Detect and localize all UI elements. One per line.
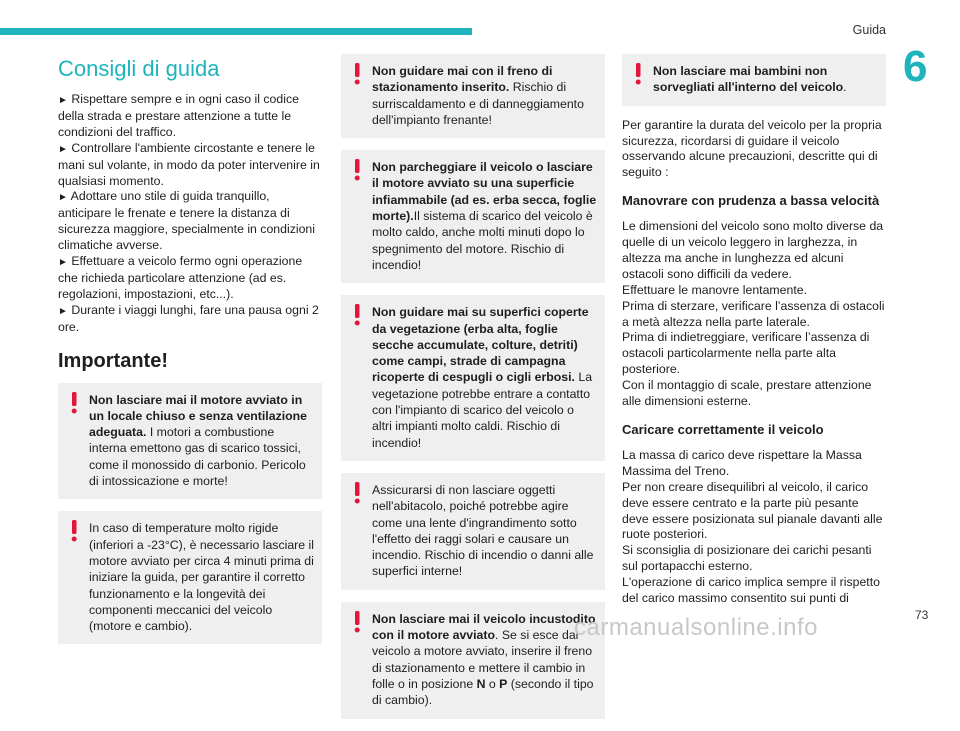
warning-box: Non lasciare mai bambini non sorvegliati all'interno del veicolo. bbox=[622, 54, 886, 106]
exclamation-icon bbox=[68, 392, 80, 414]
intro-paragraph: Per garantire la durata del veicolo per la propria sicurezza, ricordarsi di guidare il veicolo osservando alcune precauzioni, descritte qui di seguito : bbox=[622, 117, 882, 180]
warning-box: Non lasciare mai il motore avviato in un locale chiuso e senza ventilazione adeguata. I motori a combustione interna emettono gas di scarico tossici, come il monossido di carbonio. Pericolo di intossicazione e morte! bbox=[58, 383, 322, 500]
column-3 bbox=[622, 54, 886, 607]
section-title-important: Importante! bbox=[58, 349, 168, 372]
watermark: carmanualsonline.info bbox=[574, 614, 818, 641]
exclamation-icon bbox=[351, 482, 363, 504]
column-1 bbox=[58, 50, 322, 656]
column-2 bbox=[341, 54, 605, 731]
bullet-arrow-icon: ► bbox=[58, 192, 68, 204]
exclamation-icon bbox=[351, 63, 363, 85]
bullet-arrow-icon: ► bbox=[58, 257, 68, 269]
exclamation-icon bbox=[351, 611, 363, 633]
list-item: ► Adottare uno stile di guida tranquillo, anticipare le frenate e tenere la distanza di sicurezza maggiore, specialmente in condizioni climatiche avverse. bbox=[58, 189, 315, 253]
warning-box: Non parcheggiare il veicolo o lasciare il motore avviato su una superficie infiammabile (ad es. erba secca, foglie morte).Il sistema di scarico del veicolo è molto caldo, anche molti minuti dopo lo spegnimento del motore. Rischio di incendio! bbox=[341, 150, 605, 283]
list-item: ► Effettuare a veicolo fermo ogni operazione che richieda particolare attenzione (ad es. regolazioni, impostazioni, etc...). bbox=[58, 254, 303, 301]
list-item: ► Rispettare sempre e in ogni caso il codice della strada e prestare attenzione a tutte le condizioni del traffico. bbox=[58, 92, 299, 139]
warning-box: Non guidare mai su superfici coperte da vegetazione (erba alta, foglie secche accumulate, colture, detriti) come campi, strade di campagna ricoperte di cespugli o cigli erbosi. La vegetazione potrebbe entrare a contatto con l'impianto di scarico del veicolo o altri impianti molto caldi. Rischio di incendio! bbox=[341, 295, 605, 461]
warning-box: Assicurarsi di non lasciare oggetti nell'abitacolo, poiché potrebbe agire come una lente d'ingrandimento sotto l'effetto dei raggi solari e causare un incendio. Rischio di incendio o danni alle superfici interne! bbox=[341, 473, 605, 590]
paragraph: L'operazione di carico implica sempre il rispetto del carico massimo consentito sui punti di bbox=[622, 575, 880, 606]
list-item: ► Durante i viaggi lunghi, fare una pausa ogni 2 ore. bbox=[58, 302, 319, 334]
chapter-number: 6 bbox=[903, 42, 928, 91]
paragraph: Le dimensioni del veicolo sono molto diverse da quelle di un veicolo leggero in larghezza, in altezza ma anche in lunghezza ed alcuni ostacoli sono difficili da vedere. bbox=[622, 219, 884, 281]
exclamation-icon bbox=[632, 63, 644, 85]
page-number: 73 bbox=[915, 608, 929, 622]
warning-box: Non lasciare mai il veicolo incustodito con il motore avviato. Se si esce dal veicolo a motore avviato, inserire il freno di stazionamento e mettere il cambio in folle o in posizione N o P (secondo il tipo di cambio). bbox=[341, 602, 605, 719]
subsection-title-loading: Caricare correttamente il veicolo bbox=[622, 422, 824, 437]
list-item: ► Controllare l'ambiente circostante e tenere le mani sul volante, in modo da poter intervenire in qualsiasi momento. bbox=[58, 140, 320, 188]
exclamation-icon bbox=[351, 304, 363, 326]
paragraph: Per non creare disequilibri al veicolo, il carico deve essere centrato e la parte più pesante deve essere posizionata sul pianale davanti alle ruote posteriori. bbox=[622, 479, 883, 542]
paragraph: La massa di carico deve rispettare la Massa Massima del Treno. bbox=[622, 447, 862, 478]
bullet-arrow-icon: ► bbox=[58, 305, 68, 317]
header-accent-bar bbox=[0, 28, 472, 35]
paragraph: Si sconsiglia di posizionare dei carichi pesanti sul portapacchi esterno. bbox=[622, 543, 872, 574]
paragraph: Con il montaggio di scale, prestare attenzione alle dimensioni esterne. bbox=[622, 378, 872, 409]
warning-box: In caso di temperature molto rigide (inferiori a -23°C), è necessario lasciare il motore avviato per circa 4 minuti prima di iniziare la guida, per garantire il corretto funzionamento e la longevità dei componenti meccanici del veicolo (motore e cambio). bbox=[58, 511, 322, 644]
exclamation-icon bbox=[68, 520, 80, 542]
subsection-title-low-speed: Manovrare con prudenza a bassa velocità bbox=[622, 193, 880, 209]
driving-tips-list bbox=[58, 92, 322, 336]
paragraph: Prima di indietreggiare, verificare l’assenza di ostacoli particolarmente nella parte alta posteriore. bbox=[622, 330, 870, 377]
bullet-arrow-icon: ► bbox=[58, 143, 68, 155]
warning-box: Non guidare mai con il freno di stazionamento inserito. Rischio di surriscaldamento e di danneggiamento dell'impianto frenante! bbox=[341, 54, 605, 138]
bullet-arrow-icon: ► bbox=[58, 95, 68, 106]
section-title-driving-tips: Consigli di guida bbox=[58, 56, 220, 81]
chapter-label: Guida bbox=[852, 23, 886, 37]
exclamation-icon bbox=[351, 159, 363, 181]
body-text bbox=[622, 118, 886, 607]
paragraph: Prima di sterzare, verificare l’assenza di ostacoli a metà altezza nella parte laterale. bbox=[622, 298, 885, 329]
paragraph: Effettuare le manovre lentamente. bbox=[622, 282, 808, 297]
